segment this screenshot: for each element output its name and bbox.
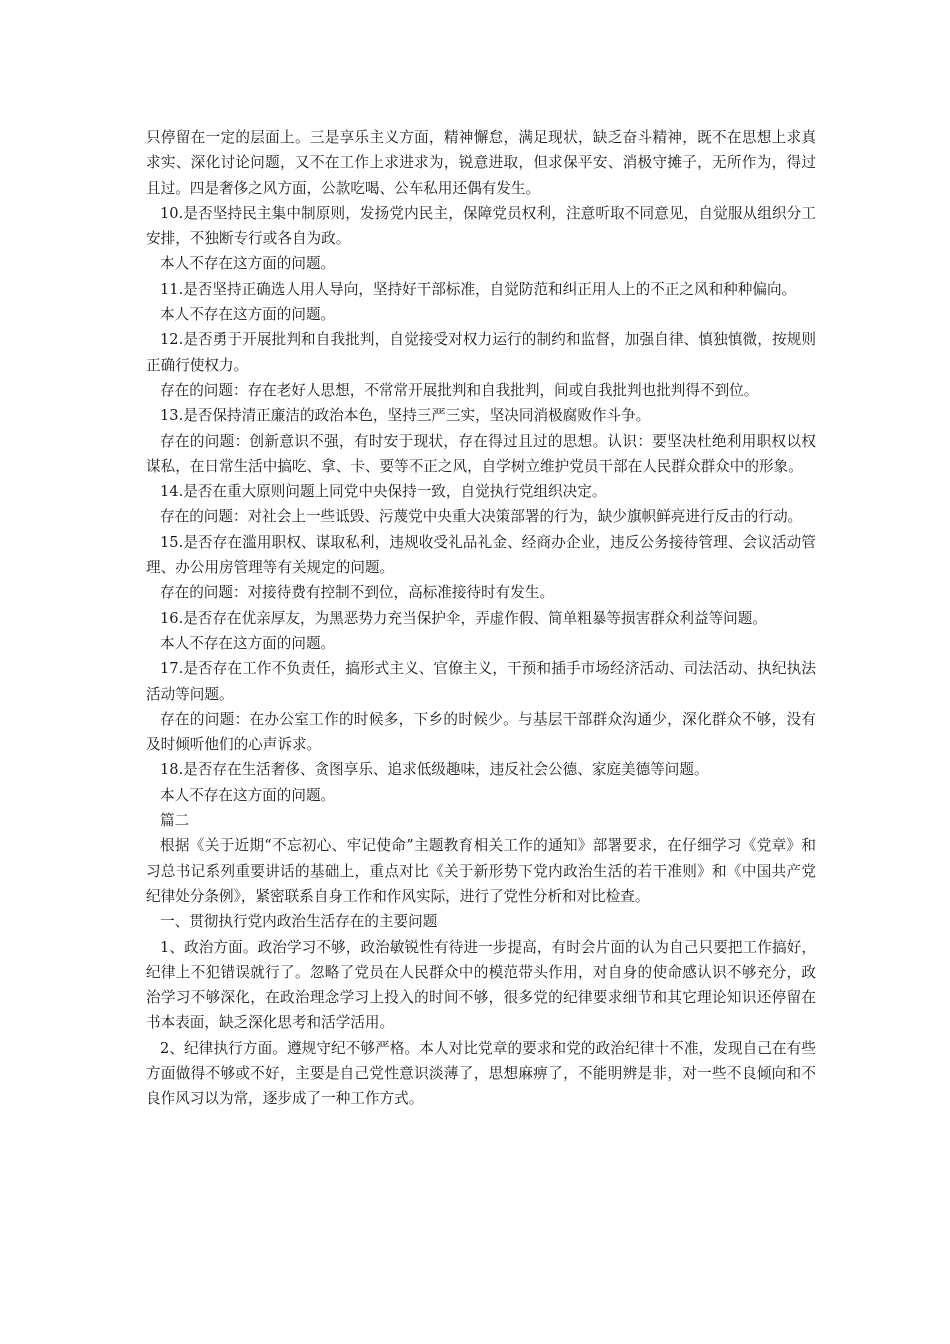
paragraph: 根据《关于近期“不忘初心、牢记使命”主题教育相关工作的通知》部署要求，在仔细学习《党章》和习总书记系列重要讲话的基础上，重点对比《关于新形势下党内政治生活的若干准则》和《中国共产党纪律处分条例》，紧密联系自身工作和作风实际，进行了党性分析和对比检查。 [146,837,816,905]
paragraph: 13.是否保持清正廉洁的政治本色，坚持三严三实，坚决同消极腐败作斗争。 [160,407,651,425]
paragraph: 存在的问题：创新意识不强，有时安于现状，存在得过且过的思想。认识：要坚决杜绝利用职权以权谋私，在日常生活中搞吃、拿、卡、要等不正之风，自学树立维护党员干部在人民群众群众中的形象。 [146,432,816,475]
paragraph: 只停留在一定的层面上。三是享乐主义方面，精神懈怠，满足现状，缺乏奋斗精神，既不在思想上求真求实、深化讨论问题，又不在工作上求进求为，锐意进取，但求保平安、消极守摊子，无所作为，得过且过。四是奢侈之风方面，公款吃喝、公车私用还偶有发生。 [146,129,816,197]
paragraph: 本人不存在这方面的问题。 [160,786,336,804]
paragraph: 16.是否存在优亲厚友，为黑恶势力充当保护伞，弄虚作假、简单粗暴等损害群众利益等问题。 [160,609,767,627]
paragraph: 10.是否坚持民主集中制原则，发扬党内民主，保障党员权利，注意听取不同意见，自觉服从组织分工安排，不独断专行或各自为政。 [146,204,816,248]
document-page [146,125,816,1112]
paragraph: 本人不存在这方面的问题。 [160,306,336,324]
paragraph: 存在的问题：对社会上一些诋毁、污蔑党中央重大决策部署的行为，缺少旗帜鲜亮进行反击的行动。 [160,508,803,526]
paragraph: 15.是否存在滥用职权、谋取私利，违规收受礼品礼金、经商办企业，违反公务接待管理、会议活动管理、办公用房管理等有关规定的问题。 [146,533,816,577]
paragraph: 12.是否勇于开展批判和自我批判，自觉接受对权力运行的制约和监督，加强自律、慎独慎微，按规则正确行使权力。 [146,331,816,374]
paragraph: 11.是否坚持正确选人用人导向，坚持好干部标准，自觉防范和纠正用人上的不正之风和种种偏向。 [160,280,797,298]
paragraph: 1、政治方面。政治学习不够，政治敏锐性有待进一步提高，有时会片面的认为自己只要把工作搞好，纪律上不犯错误就行了。忽略了党员在人民群众中的模范带头作用，对自身的使命感认识不够充分，政治学习不够深化，在政治理念学习上投入的时间不够，很多党的纪律要求细节和其它理论知识还停留在书本表面，缺乏深化思考和活学活用。 [146,938,816,1032]
paragraph: 存在的问题：在办公室工作的时候多，下乡的时候少。与基层干部群众沟通少，深化群众不够，没有及时倾听他们的心声诉求。 [146,710,816,754]
paragraph: 存在的问题：对接待费有控制不到位，高标准接待时有发生。 [160,584,555,602]
paragraph: 存在的问题：存在老好人思想，不常常开展批判和自我批判，间或自我批判也批判得不到位。 [160,381,759,399]
paragraph: 本人不存在这方面的问题。 [160,634,336,652]
section-heading: 一、贯彻执行党内政治生活存在的主要问题 [160,913,438,931]
section-heading: 篇二 [160,812,190,830]
paragraph: 2、纪律执行方面。遵规守纪不够严格。本人对比党章的要求和党的政治纪律十不准，发现自己在有些方面做得不够或不好，主要是自己党性意识淡薄了，思想麻痹了，不能明辨是非，对一些不良倾向和不良作风习以为常，逐步成了一种工作方式。 [146,1039,816,1108]
paragraph: 18.是否存在生活奢侈、贪图享乐、追求低级趣味，违反社会公德、家庭美德等问题。 [160,761,709,779]
paragraph: 本人不存在这方面的问题。 [160,255,336,273]
paragraph: 17.是否存在工作不负责任，搞形式主义、官僚主义，干预和插手市场经济活动、司法活动、执纪执法活动等问题。 [146,660,816,703]
paragraph: 14.是否在重大原则问题上同党中央保持一致，自觉执行党组织决定。 [160,483,607,501]
